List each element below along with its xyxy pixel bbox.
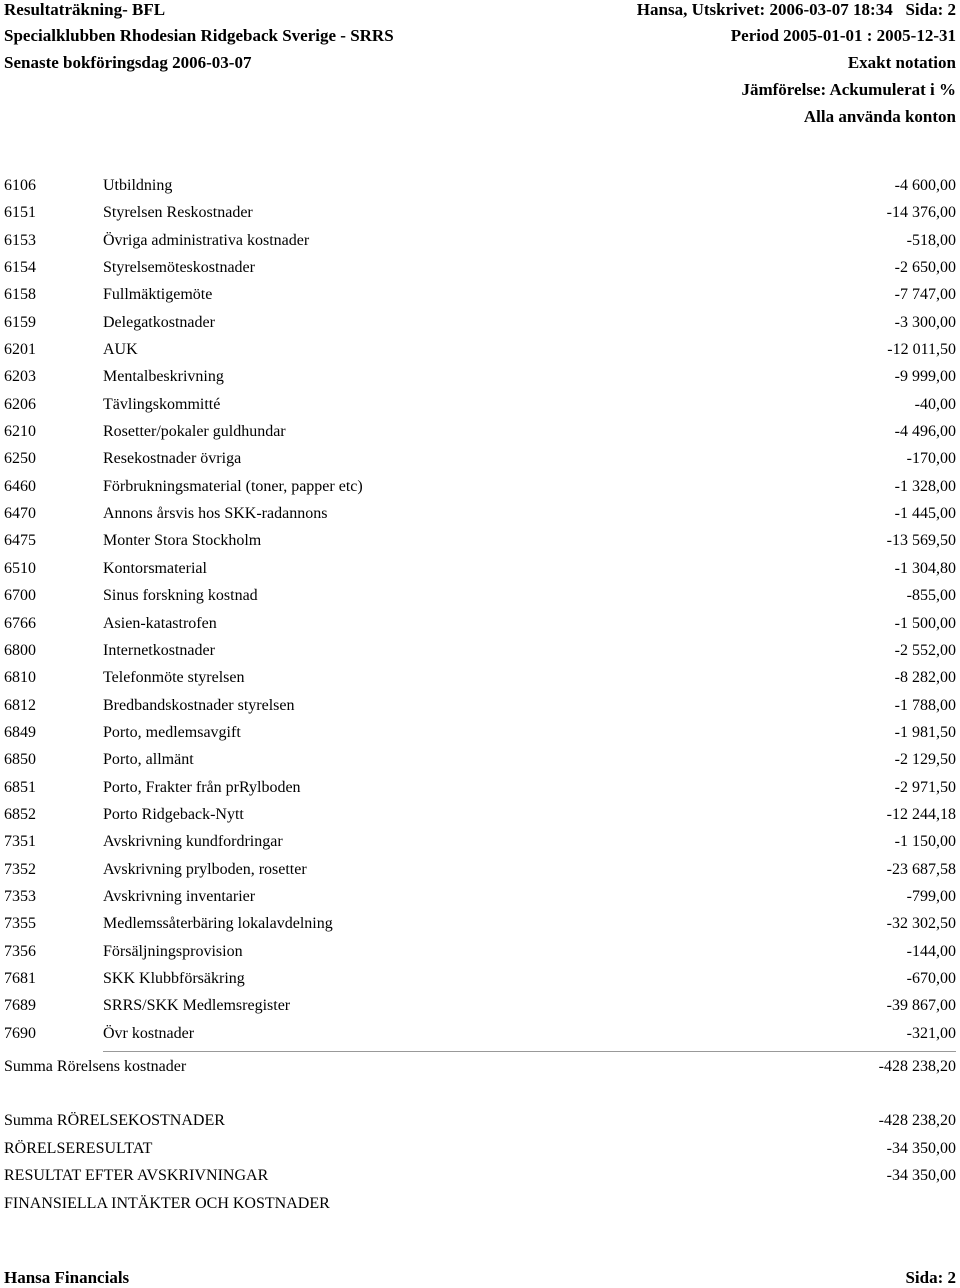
account-amount: -13 569,50 [886, 532, 956, 550]
account-name: Porto, medlemsavgift [103, 723, 241, 741]
table-row [0, 883, 960, 910]
printed-timestamp: Hansa, Utskrivet: 2006-03-07 18:34 [636, 0, 893, 19]
account-amount: -23 687,58 [886, 860, 956, 878]
account-name: Övriga administrativa kostnader [103, 231, 310, 249]
account-name: Avskrivning inventarier [103, 887, 256, 905]
account-amount: -12 011,50 [887, 341, 956, 359]
account-code: 6475 [4, 532, 36, 550]
account-code: 6250 [4, 450, 36, 468]
account-amount: -12 244,18 [886, 805, 956, 823]
page-number-top: Sida: 2 [905, 0, 956, 19]
section-label: FINANSIELLA INTÄKTER OCH KOSTNADER [4, 1195, 330, 1212]
account-code: 6851 [4, 778, 36, 796]
account-amount: -1 328,00 [894, 477, 956, 495]
account-amount: -1 304,80 [894, 559, 956, 577]
account-name: Sinus forskning kostnad [103, 587, 258, 605]
account-name: SKK Klubbförsäkring [103, 969, 245, 987]
table-row [0, 363, 960, 390]
table-row [0, 746, 960, 773]
account-amount: -9 999,00 [894, 368, 956, 386]
account-name: Tävlingskommitté [103, 395, 221, 413]
account-code: 6201 [4, 341, 36, 359]
account-amount: -144,00 [906, 942, 956, 960]
summary-row-rorelseresultat [0, 1137, 960, 1161]
account-code: 6800 [4, 641, 36, 659]
account-amount: -2 552,00 [894, 641, 956, 659]
account-amount: -2 129,50 [894, 751, 956, 769]
account-code: 7353 [4, 887, 36, 905]
table-row [0, 664, 960, 691]
account-name: Monter Stora Stockholm [103, 532, 262, 550]
report-period: Period 2005-01-01 : 2005-12-31 [730, 26, 956, 45]
summary-amount: -428 238,20 [878, 1112, 956, 1129]
table-row [0, 774, 960, 801]
account-name: Avskrivning prylboden, rosetter [103, 860, 307, 878]
account-code: 6470 [4, 505, 36, 523]
account-name: Internetkostnader [103, 641, 215, 659]
account-amount: -1 788,00 [894, 696, 956, 714]
table-row [0, 336, 960, 363]
table-row [0, 418, 960, 445]
section-heading-finansiella [0, 1192, 960, 1216]
account-name: Medlemssåterbäring lokalavdelning [103, 915, 333, 933]
account-amount: -321,00 [906, 1024, 956, 1042]
account-code: 6852 [4, 805, 36, 823]
account-name: Styrelsen Reskostnader [103, 204, 253, 222]
account-code: 6159 [4, 313, 36, 331]
table-row [0, 555, 960, 582]
summary-label: Summa RÖRELSEKOSTNADER [4, 1112, 225, 1129]
account-code: 6766 [4, 614, 36, 632]
account-name: Porto, Frakter från prRylboden [103, 778, 301, 796]
footer-brand: Hansa Financials [4, 1268, 130, 1287]
account-code: 7690 [4, 1024, 36, 1042]
account-code: 6154 [4, 259, 36, 277]
table-row [0, 719, 960, 746]
account-code: 7352 [4, 860, 36, 878]
table-row [0, 828, 960, 855]
table-row [0, 500, 960, 527]
account-name: Delegatkostnader [103, 313, 215, 331]
account-code: 7355 [4, 915, 36, 933]
account-name: Rosetter/pokaler guldhundar [103, 423, 286, 441]
account-code: 6812 [4, 696, 36, 714]
account-amount: -8 282,00 [894, 669, 956, 687]
summary-amount: -34 350,00 [886, 1140, 956, 1157]
account-code: 6460 [4, 477, 36, 495]
table-row [0, 527, 960, 554]
account-amount: -1 445,00 [894, 505, 956, 523]
table-row [0, 582, 960, 609]
table-row [0, 281, 960, 308]
last-posting-date: Senaste bokföringsdag 2006-03-07 [4, 53, 252, 72]
summary-label: RÖRELSERESULTAT [4, 1140, 153, 1157]
summary-amount: -428 238,20 [878, 1058, 956, 1075]
account-name: Fullmäktigemöte [103, 286, 213, 304]
account-name: Resekostnader övriga [103, 450, 242, 468]
account-code: 7681 [4, 969, 36, 987]
account-code: 6810 [4, 669, 36, 687]
table-row [0, 1020, 960, 1047]
table-row [0, 938, 960, 965]
table-row [0, 391, 960, 418]
account-amount: -7 747,00 [894, 286, 956, 304]
account-name: Förbrukningsmaterial (toner, papper etc) [103, 477, 363, 495]
table-row [0, 199, 960, 226]
account-code: 6510 [4, 559, 36, 577]
account-name: Försäljningsprovision [103, 942, 243, 960]
account-code: 6158 [4, 286, 36, 304]
account-amount: -670,00 [906, 969, 956, 987]
account-code: 6210 [4, 423, 36, 441]
account-amount: -1 981,50 [894, 723, 956, 741]
account-amount: -1 500,00 [894, 614, 956, 632]
account-code: 6151 [4, 204, 36, 222]
notation-label: Exakt notation [847, 53, 956, 72]
table-row [0, 856, 960, 883]
account-name: Avskrivning kundfordringar [103, 833, 283, 851]
account-name: Kontorsmaterial [103, 559, 207, 577]
subtotal-divider [103, 1051, 956, 1052]
account-name: Telefonmöte styrelsen [103, 669, 245, 687]
summary-row-rorelsens-kostnader [0, 1055, 960, 1079]
table-row [0, 473, 960, 500]
account-amount: -32 302,50 [886, 915, 956, 933]
report-title: Resultaträkning- BFL [4, 0, 166, 19]
account-name: Utbildning [103, 177, 173, 194]
table-row [0, 172, 960, 199]
account-code: 6849 [4, 723, 36, 741]
summary-label: Summa Rörelsens kostnader [4, 1058, 187, 1075]
account-name: Porto Ridgeback-Nytt [103, 805, 244, 823]
table-row [0, 445, 960, 472]
account-amount: -1 150,00 [894, 833, 956, 851]
table-row [0, 637, 960, 664]
account-amount: -39 867,00 [886, 997, 956, 1015]
account-amount: -855,00 [906, 587, 956, 605]
accounts-scope-label: Alla använda konton [803, 107, 956, 126]
account-name: Annons årsvis hos SKK-radannons [103, 505, 328, 523]
table-row [0, 965, 960, 992]
account-code: 6206 [4, 395, 36, 413]
account-code: 6106 [4, 177, 36, 194]
account-name: Mentalbeskrivning [103, 368, 224, 386]
print-info [637, 0, 956, 20]
account-amount: -14 376,00 [886, 204, 956, 222]
account-name: Asien-katastrofen [103, 614, 217, 632]
account-code: 6850 [4, 751, 36, 769]
account-amount: -4 496,00 [894, 423, 956, 441]
footer-page-number: Sida: 2 [905, 1268, 956, 1287]
account-name: Övr kostnader [103, 1024, 195, 1042]
account-amount: -170,00 [906, 450, 956, 468]
account-code: 7689 [4, 997, 36, 1015]
table-row [0, 309, 960, 336]
account-name: AUK [103, 341, 138, 359]
account-amount: -518,00 [906, 231, 956, 249]
table-row [0, 254, 960, 281]
table-row [0, 910, 960, 937]
account-name: Bredbandskostnader styrelsen [103, 696, 295, 714]
account-code: 7356 [4, 942, 36, 960]
table-row [0, 610, 960, 637]
account-amount: -2 971,50 [894, 778, 956, 796]
summary-label: RESULTAT EFTER AVSKRIVNINGAR [4, 1167, 269, 1184]
account-amount: -40,00 [914, 395, 956, 413]
account-code: 6700 [4, 587, 36, 605]
account-amount: -2 650,00 [894, 259, 956, 277]
account-code: 7351 [4, 833, 36, 851]
table-row [0, 692, 960, 719]
comparison-label: Jämförelse: Ackumulerat i % [741, 80, 956, 99]
account-code: 6153 [4, 231, 36, 249]
account-name: SRRS/SKK Medlemsregister [103, 997, 291, 1015]
account-code: 6203 [4, 368, 36, 386]
summary-row-rorelsekostnader [0, 1109, 960, 1133]
table-row [0, 801, 960, 828]
account-table [0, 172, 960, 1047]
account-name: Porto, allmänt [103, 751, 194, 769]
table-row [0, 992, 960, 1019]
account-name: Styrelsemöteskostnader [103, 259, 255, 277]
summary-row-resultat-efter-avskrivningar [0, 1164, 960, 1188]
organization-name: Specialklubben Rhodesian Ridgeback Sverige - SRRS [4, 26, 394, 45]
account-amount: -4 600,00 [894, 177, 956, 194]
account-amount: -799,00 [906, 887, 956, 905]
table-row [0, 227, 960, 254]
summary-amount: -34 350,00 [886, 1167, 956, 1184]
account-amount: -3 300,00 [894, 313, 956, 331]
